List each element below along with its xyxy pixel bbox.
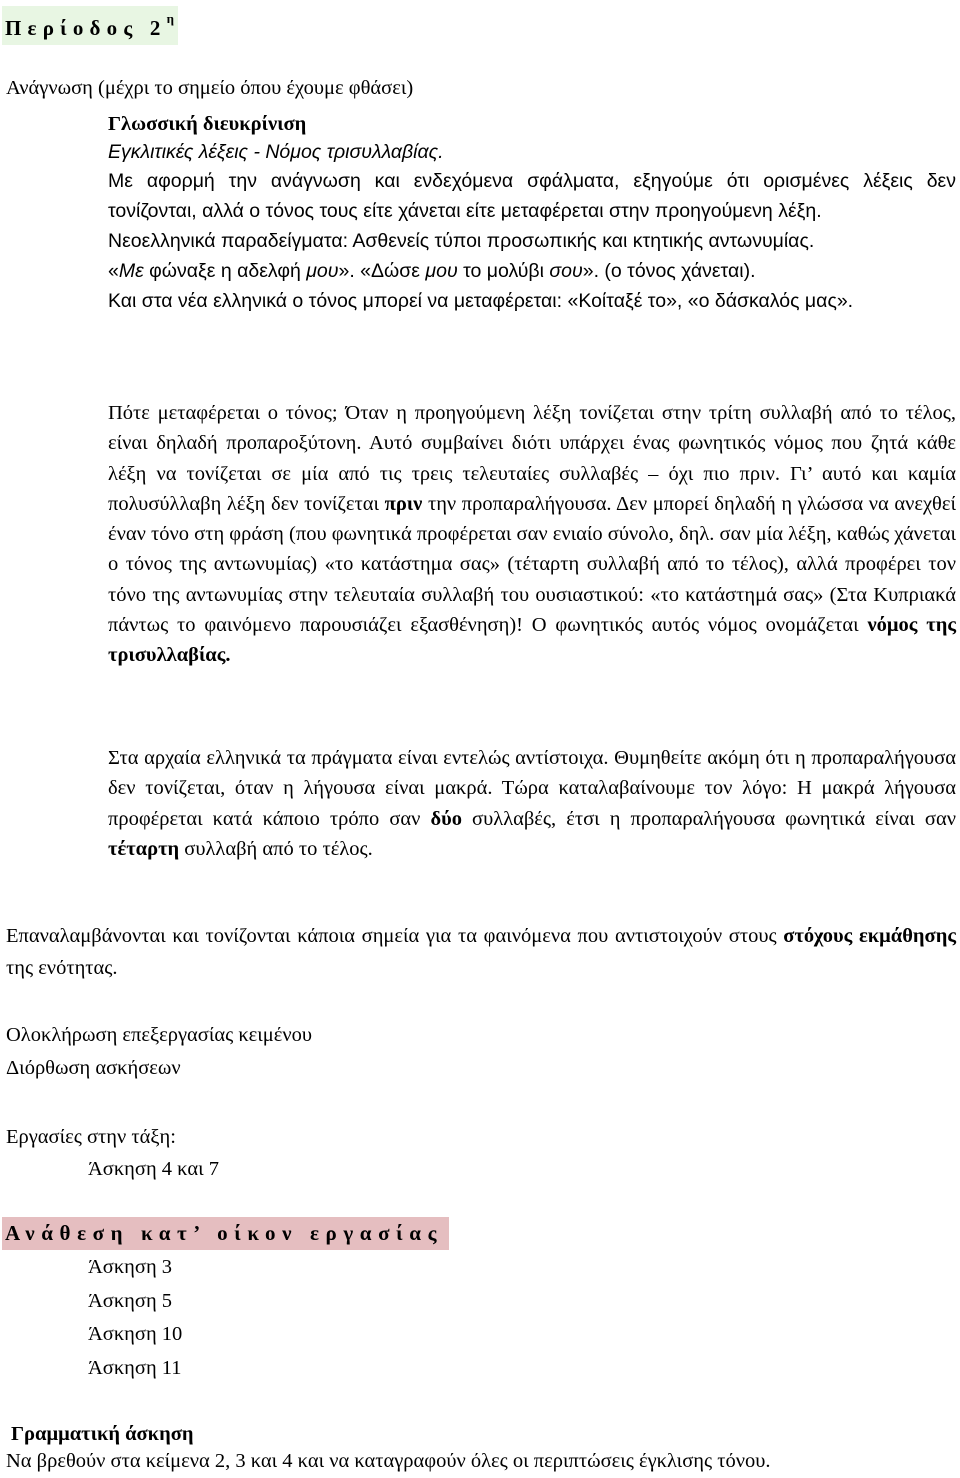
- example-emphasis: μου: [306, 260, 339, 282]
- period-title: Περίοδος 2: [5, 16, 167, 40]
- example-emphasis: σου: [549, 260, 583, 282]
- emphasis-two: δύο: [430, 807, 462, 830]
- grammar-title: Γραμματική άσκηση: [11, 1423, 194, 1445]
- ancient-greek-paragraph: Στα αρχαία ελληνικά τα πράγματα είναι εντελώς αντίστοιχα. Θυμηθείτε ακόμη ότι η προπαραλήγουσα δεν τονίζεται, όταν η λήγουσα είναι μακρά. Τώρα καταλαβαίνουμε τον λόγο: Η μακρά λήγουσα προφέρεται κατά κάποιο τρόπο σαν δύο συλλαβές, έτσι η προπαραλήγουσα φωνητικά είναι σαν τέταρτη συλλαβή από το τέλος.: [108, 747, 956, 860]
- examples-line: «Με φώναξε η αδελφή μου». «Δώσε μου το μολύβι σου». (ο τόνος χάνεται).: [108, 260, 756, 282]
- emphasis-before: πριν: [384, 492, 423, 515]
- homework-list: [88, 1251, 182, 1385]
- clarification-subtitle: Εγκλιτικές λέξεις - Νόμος τρισυλλαβίας.: [108, 141, 444, 163]
- homework-item: Άσκηση 5: [88, 1289, 173, 1312]
- trisyllabic-law-paragraph: Πότε μεταφέρεται ο τόνος; Όταν η προηγούμενη λέξη τονίζεται στην τρίτη συλλαβή από το τέλος, είναι δηλαδή προπαροξύτονη. Αυτό συμβαίνει διότι υπάρχει ένας φωνητικός νόμος που ζητά κάθε λέξη να τονίζεται σε μία από τις τρεις τελευταίες συλλαβές – όχι πιο πριν. Γι’ αυτό και καμία πολυσύλλαβη λέξη δεν τονίζεται πριν την προπαραλήγουσα. Δεν μπορεί δηλαδή η γλώσσα να ανεχθεί έναν τόνο στη φράση (που φωνητικά προφέρεται σαν ενιαίο σύνολο, δηλ. σαν μία λέξη, καθώς χάνεται ο τόνος της αντωνυμίας) «το κατάστημα σας» (τέταρτη συλλαβή από το τέλος), αλλά προφέρει τον τόνο της αντωνυμίας στην τελευταία συλλαβή του ουσιαστικού: «το κατάστημά σας» (Στα Κυπριακά πάντως το φαινόμενο παρουσιάζει εξασθένηση)! Ο φωνητικός αυτός νόμος ονομάζεται νόμος της τρισυλλαβίας.: [108, 402, 957, 667]
- emphasis-law-name: νόμος της τρισυλλαβίας.: [108, 614, 957, 667]
- correction-line: Διόρθωση ασκήσεων: [6, 1057, 181, 1079]
- emphasis-fourth: τέταρτη: [108, 837, 180, 860]
- emphasis-learning-goals: στόχους εκμάθησης: [783, 925, 956, 947]
- homework-item: Άσκηση 10: [88, 1323, 183, 1345]
- homework-item: Άσκηση 3: [88, 1256, 173, 1278]
- period-superscript: η: [166, 11, 174, 26]
- homework-item: Άσκηση 11: [88, 1356, 182, 1379]
- clarification-title: Γλωσσική διευκρίνιση: [108, 113, 307, 135]
- example-emphasis: μου: [425, 260, 458, 282]
- examples-label: Νεοελληνικά παραδείγματα: Ασθενείς τύποι προσωπικής και κτητικής αντωνυμίας.: [108, 230, 815, 252]
- section-header-homework: Ανάθεση κατ’ οίκον εργασίας: [2, 1217, 449, 1250]
- modern-greek-paragraph: Και στα νέα ελληνικά ο τόνος μπορεί να μεταφέρεται: «Κοίταξέ το», «ο δάσκαλός μας».: [108, 290, 854, 312]
- completion-line: Ολοκλήρωση επεξεργασίας κειμένου: [6, 1024, 313, 1046]
- example-emphasis: Με: [118, 260, 144, 282]
- clarification-paragraph: Με αφορμή την ανάγνωση και ενδεχόμενα σφάλματα, εξηγούμε ότι ορισμένες λέξεις δεν τονίζονται, αλλά ο τόνος τους είτε χάνεται είτε μεταφέρεται στην προηγούμενη λέξη.: [108, 170, 956, 222]
- classwork-label: Εργασίες στην τάξη:: [6, 1126, 176, 1148]
- grammar-text: Να βρεθούν στα κείμενα 2, 3 και 4 και να καταγραφούν όλες οι περιπτώσεις έγκλισης τόνου.: [6, 1450, 771, 1472]
- classwork-item: Άσκηση 4 και 7: [88, 1158, 219, 1180]
- learning-goals-paragraph: Επαναλαμβάνονται και τονίζονται κάποια σημεία για τα φαινόμενα που αντιστοιχούν στους στόχους εκμάθησης της ενότητας.: [6, 925, 956, 979]
- section-header-period: [2, 6, 178, 45]
- linguistic-clarification-block: [108, 110, 956, 316]
- reading-line: Ανάγνωση (μέχρι το σημείο όπου έχουμε φθάσει): [6, 77, 414, 99]
